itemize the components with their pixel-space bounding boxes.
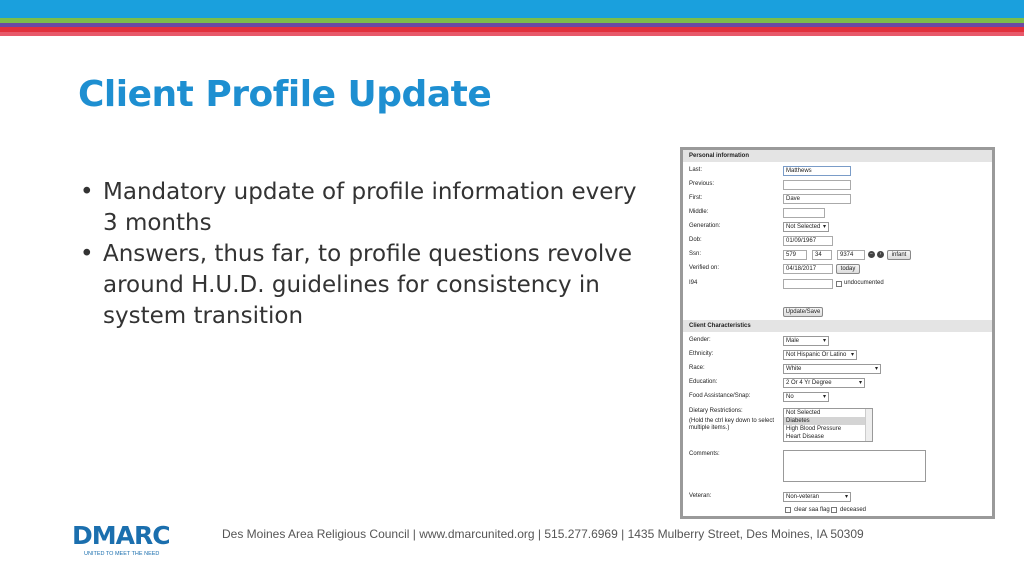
first-name-input[interactable]: Dave <box>783 194 851 204</box>
bullet-list <box>80 177 650 332</box>
dmarc-logo <box>70 518 180 558</box>
education-select[interactable]: 2 Or 4 Yr Degree ▾ <box>783 378 865 388</box>
race-select[interactable]: White ▾ <box>783 364 881 374</box>
arrow-icon[interactable]: › <box>877 251 884 258</box>
ethnicity-select[interactable]: Not Hispanic Or Latino ▾ <box>783 350 857 360</box>
stripe-pink <box>0 32 1024 36</box>
clear-flag-label: clear saa flag <box>794 507 830 513</box>
ssn-part3-input[interactable]: 9374 <box>837 250 865 260</box>
food-assistance-label: Food Assistance/Snap: <box>689 393 751 399</box>
minus-icon[interactable]: − <box>868 251 875 258</box>
education-label: Education: <box>689 379 718 385</box>
dietary-option[interactable]: Heart Disease <box>786 434 825 440</box>
veteran-label: Veteran: <box>689 493 712 499</box>
previous-label: Previous: <box>689 181 715 187</box>
logo-tagline: UNITED TO MEET THE NEED <box>84 551 160 557</box>
last-name-input[interactable]: Matthews <box>783 166 851 176</box>
comments-textarea[interactable] <box>783 450 926 482</box>
infant-button[interactable]: infant <box>887 250 911 260</box>
ethnicity-label: Ethnicity: <box>689 351 714 357</box>
generation-select[interactable]: Not Selected ▾ <box>783 222 829 232</box>
ssn-label: Ssn: <box>689 251 702 257</box>
personal-info-header: Personal information <box>683 150 992 162</box>
undocumented-checkbox[interactable] <box>836 281 842 287</box>
dietary-option[interactable]: High Blood Pressure <box>786 426 842 432</box>
dob-input[interactable]: 01/09/1967 <box>783 236 833 246</box>
dietary-option[interactable]: Diabetes <box>784 417 872 425</box>
profile-form-screenshot <box>680 147 995 519</box>
today-button[interactable]: today <box>836 264 860 274</box>
ssn-part1-input[interactable]: 579 <box>783 250 807 260</box>
dietary-listbox[interactable] <box>783 408 873 442</box>
dietary-label: Dietary Restrictions: <box>689 408 743 414</box>
slide-title: Client Profile Update <box>78 74 492 115</box>
update-save-button[interactable]: Update/Save <box>783 307 823 317</box>
comments-label: Comments: <box>689 451 720 457</box>
veteran-select[interactable]: Non-veteran ▾ <box>783 492 851 502</box>
bullet-item: • Mandatory update of profile information every 3 months <box>80 177 650 239</box>
i94-input[interactable] <box>783 279 833 289</box>
dietary-option[interactable]: Not Selected <box>786 410 821 416</box>
verified-label: Verified on: <box>689 265 720 271</box>
food-assistance-select[interactable]: No ▾ <box>783 392 829 402</box>
dob-label: Dob: <box>689 237 702 243</box>
race-label: Race: <box>689 365 705 371</box>
middle-name-input[interactable] <box>783 208 825 218</box>
generation-label: Generation: <box>689 223 721 229</box>
footer-contact: Des Moines Area Religious Council | www.dmarcunited.org | 515.277.6969 | 1435 Mulberry Street, Des Moines, IA 50309 <box>222 527 864 541</box>
clear-flag-checkbox[interactable] <box>785 507 791 513</box>
deceased-label: deceased <box>840 507 867 513</box>
undocumented-label: undocumented <box>844 280 884 286</box>
gender-select[interactable]: Male ▾ <box>783 336 829 346</box>
header-stripes <box>0 0 1024 36</box>
verified-date-input[interactable]: 04/18/2017 <box>783 264 833 274</box>
dietary-hint: (Hold the ctrl key down to select multiple items.) <box>689 418 775 431</box>
ssn-part2-input[interactable]: 34 <box>812 250 832 260</box>
first-label: First: <box>689 195 703 201</box>
gender-label: Gender: <box>689 337 711 343</box>
previous-name-input[interactable] <box>783 180 851 190</box>
middle-label: Middle: <box>689 209 709 215</box>
logo-wordmark: DMARC <box>72 521 170 550</box>
last-label: Last: <box>689 167 703 173</box>
client-characteristics-header: Client Characteristics <box>683 320 992 332</box>
listbox-scrollbar[interactable] <box>865 409 872 441</box>
i94-label: I94 <box>689 280 698 286</box>
bullet-item: • Answers, thus far, to profile questions revolve around H.U.D. guidelines for consistency in system transition <box>80 239 650 332</box>
stripe-blue <box>0 0 1024 18</box>
deceased-checkbox[interactable] <box>831 507 837 513</box>
